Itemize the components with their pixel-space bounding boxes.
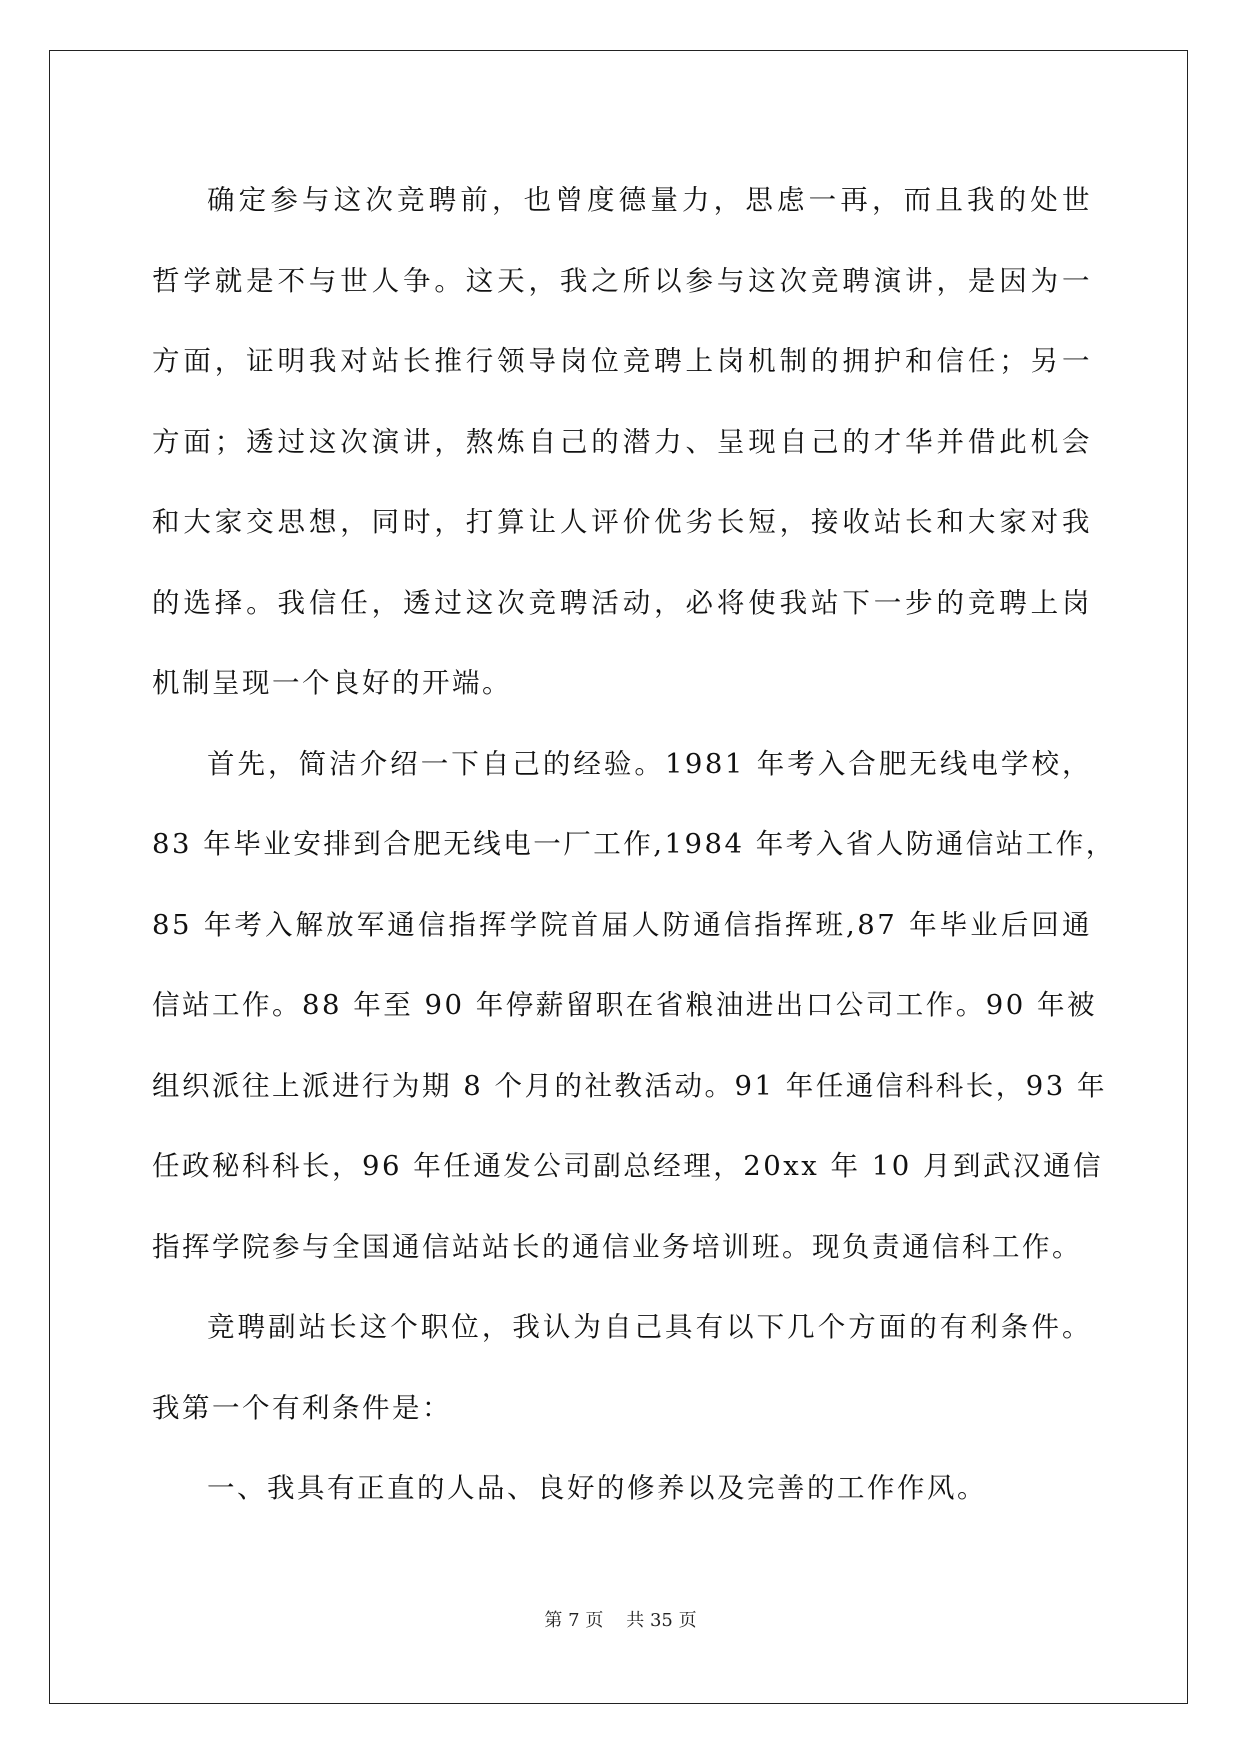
text-line: 首先，简洁介绍一下自己的经验。1981 年考入合肥无线电学校， — [207, 747, 1092, 780]
text-line: 我第一个有利条件是： — [152, 1391, 452, 1424]
text-line: 组织派往上派进行为期 8 个月的社教活动。91 年任通信科科长，93 年 — [152, 1069, 1107, 1102]
text-line: 哲学就是不与世人争。这天，我之所以参与这次竞聘演讲，是因为一 — [152, 264, 1092, 297]
text-line: 的选择。我信任，透过这次竞聘活动，必将使我站下一步的竞聘上岗 — [152, 586, 1092, 619]
text-line: 和大家交思想，同时，打算让人评价优劣长短，接收站长和大家对我 — [152, 506, 1092, 538]
text-line: 85 年考入解放军通信指挥学院首届人防通信指挥班,87 年毕业后回通 — [152, 908, 1092, 941]
text-line: 指挥学院参与全国通信站站长的通信业务培训班。现负责通信科工作。 — [152, 1230, 1082, 1263]
text-line: 一、我具有正直的人品、良好的修养以及完善的工作作风。 — [207, 1472, 987, 1504]
paragraph-3 — [152, 1287, 1092, 1448]
text-line: 方面，证明我对站长推行领导岗位竞聘上岗机制的拥护和信任；另一 — [152, 345, 1092, 377]
text-line: 确定参与这次竞聘前，也曾度德量力，思虑一再，而且我的处世 — [207, 184, 1092, 216]
text-line: 信站工作。88 年至 90 年停薪留职在省粮油进出口公司工作。90 年被 — [152, 989, 1097, 1021]
paragraph-2 — [152, 724, 1116, 1288]
document-body — [152, 160, 1116, 1529]
page-number: 第 7 页 — [544, 1610, 604, 1631]
text-line: 83 年毕业安排到合肥无线电一厂工作,1984 年考入省人防通信站工作， — [152, 828, 1116, 860]
paragraph-1 — [152, 160, 1092, 724]
paragraph-4 — [152, 1448, 1092, 1529]
text-line: 机制呈现一个良好的开端。 — [152, 667, 512, 699]
text-line: 方面；透过这次演讲，熬炼自己的潜力、呈现自己的才华并借此机会 — [152, 425, 1092, 458]
text-line: 任政秘科科长，96 年任通发公司副总经理，20xx 年 10 月到武汉通信 — [152, 1150, 1103, 1182]
page-total: 共 35 页 — [626, 1610, 697, 1631]
text-line: 竞聘副站长这个职位，我认为自己具有以下几个方面的有利条件。 — [207, 1311, 1092, 1343]
page-footer — [0, 1606, 1241, 1632]
